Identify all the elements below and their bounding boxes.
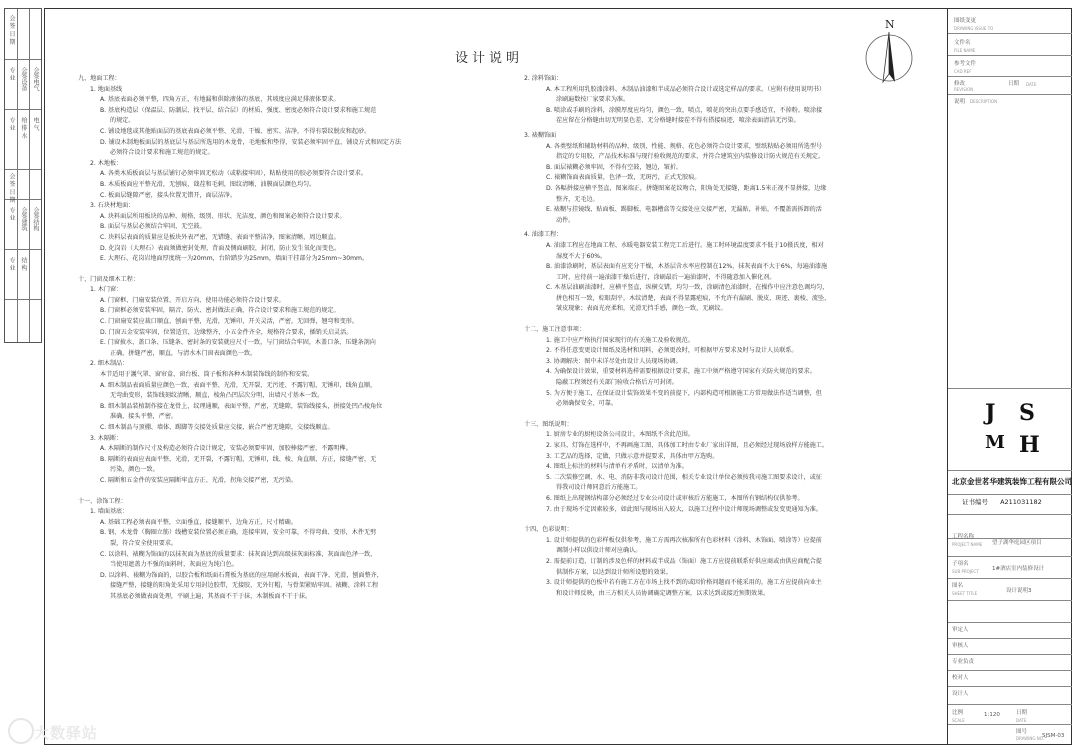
subproject-label: 子项名 — [952, 561, 969, 567]
project-label: 工程名称 — [952, 534, 975, 540]
note-line: 1. 设计师提供的色彩样板仅供参考，施工方需再次核准所有色彩材料（涂料、木饰面、喷涂等）应提前 — [546, 536, 822, 544]
compass-icon — [863, 22, 919, 86]
scale-label-en: SCALE — [952, 718, 965, 723]
note-line: E. 裱糊与挂镜线、贴面板、踢脚板、电器槽盒等交接处应交接严密，无漏贴，补贴，不覆盖需拆卸的活 — [546, 206, 822, 214]
tb-row-label-en: DRAWING ISSUE TO — [954, 26, 994, 31]
watermark-icon — [8, 718, 34, 744]
drawing-label: 图名 — [952, 583, 964, 589]
section-heading: 2. 涂料饰面： — [524, 75, 563, 82]
tb-row-label: 说明 — [954, 99, 966, 105]
note-line: B. 细木制品装植制作接在龙骨上，纹理通顺，表面平整，严密，无缝隙，装饰线接头，拼接处凹凸棱角位 — [100, 402, 383, 410]
note-line: 1. 施工中应严格执行国家现行的有关施工及验收规范。 — [546, 336, 694, 344]
note-line: A. 油漆工程应在地面工程、水暖电器安装工程完工后进行。施工时环境温度要求不低于10摄氏度，相对 — [546, 241, 824, 249]
logo-letter: H — [1019, 432, 1040, 458]
strip-label: 会 签 日 期 — [8, 15, 15, 45]
note-line: 指定的专用胶，产品技术标准与现行验收规范的要求，并符合建筑室内装修设计防火规范有关规定。 — [556, 153, 825, 161]
note-line: 1. 厨房专业的厨柜设备公司设计，本图纸不含此范围。 — [546, 431, 694, 439]
north-label: N — [885, 18, 895, 31]
strip-label: 专 业 — [8, 67, 15, 81]
note-line: 本节适用于護气罩、窗帘盒、窗台板、筒子板和各种木制装饰线的制作和安装。 — [100, 371, 314, 379]
section-heading: 十四、色彩说明： — [524, 526, 573, 534]
subproject-name: 1#酒店室内装修设计 — [992, 566, 1045, 572]
role-label: 设计人 — [952, 691, 969, 697]
note-line: 必须符合设计要求和施工规范的规定。 — [110, 149, 214, 157]
note-line: 5. 为方便于施工，在保证设计装饰效果不变的前提下，内部构造可根据施工方常用做法作适当调整，但 — [546, 389, 822, 397]
tb-row-label: 文件名 — [954, 40, 971, 46]
note-line: C. 裱糊饰面表面质量，色泽一致，无斑污，正式无胶痕。 — [546, 174, 701, 182]
note-line: 涂刷遍数按厂家要求为准。 — [556, 96, 630, 104]
note-line: 调制小样以供设计师对应确认。 — [556, 547, 642, 555]
notes-column-left — [78, 70, 401, 603]
note-line: 4. 图纸上标注的材料与清单有矛盾时，以清单为准。 — [546, 463, 688, 471]
drawing-label-en: SHEET TITLE — [952, 591, 978, 596]
note-line: A. 门窗框、门扇安装位置、开启方向、使用功能必须符合设计要求。 — [100, 296, 285, 304]
note-line: 1. 木门窗： — [90, 286, 123, 294]
tb-row-label-en: FILE NAME — [954, 48, 976, 53]
page-title: 设计说明 — [455, 51, 524, 66]
date-label-en: DATE — [1016, 718, 1027, 723]
drawing-no-label-en: DRAWING NO. — [1016, 736, 1044, 741]
note-line: E. 门窗披水、盖口条、压缝条、密封条的安装就应尺寸一致，与门窗结合牢固，木盖口条、压缝条剖向 — [100, 339, 376, 347]
drawing-no: SJSM-03 — [1042, 733, 1065, 739]
note-line: B. 面层裱糊必须牢固，不得有空鼓，翘边，皱折。 — [546, 163, 683, 171]
section-heading: 十三、图纸说明： — [524, 420, 573, 428]
note-line: 供制作方案，以达到设计师所设想的效果。 — [556, 568, 672, 576]
note-line — [524, 410, 830, 416]
strip-label: 给 排 水 — [20, 117, 27, 139]
strip-label: 会 签 日 期 — [8, 173, 15, 203]
note-line: 湿度不大于60%。 — [556, 252, 607, 260]
tb-row-label-en: DATE — [1026, 82, 1037, 87]
role-label: 审定人 — [952, 627, 969, 633]
note-line — [524, 315, 830, 321]
strip-label: 会签建筑 — [20, 207, 27, 231]
note-line: C. 隔断和五金件的安装应隔断牢直方正、光滑，拐角交接严密，无污染。 — [100, 476, 298, 484]
strip-label: 会签结构 — [32, 207, 39, 231]
certificate-number: A211031182 — [1000, 498, 1042, 506]
tb-row-label: 修改 — [954, 81, 966, 87]
note-line: 2. 不得任意变更设计图纸及选材和用料，必须更改时，可根据甲方要求及时与设计人员联系。 — [546, 347, 798, 355]
section-heading: 十、门窗及细木工程： — [78, 275, 139, 283]
tb-row-label: 参考文件 — [954, 61, 977, 67]
note-line: D. 以涂料、裱糊为饰面的，以胶合板和纸面石膏板为基底的应用耐水板面，表面干净、光滑，刨面整齐， — [100, 571, 383, 579]
section-heading: 九、地面工程： — [78, 75, 121, 82]
note-line: 得我司设计师同意后方能施工。 — [556, 484, 642, 492]
note-line: 2. 家具、灯饰在选样中，不再画施工图，具体加工时由专业厂家出详图，且必须经过现场放样方能施工。 — [546, 442, 828, 449]
note-line: 污染，颜色一致。 — [110, 466, 159, 474]
note-line: B. 隔断的表面应表面平整、光滑，无开裂，不露钉帽，无锤印，线、棱、角直顺、方正，接缝严密，无 — [100, 455, 377, 463]
tb-row-label: 日期 — [1008, 81, 1020, 87]
note-line: 正确，拼缝严密，顺直，与清水木门窗表面颜色一致。 — [110, 349, 257, 357]
note-line: 2. 木地板： — [90, 159, 123, 167]
note-line: 3. 石块材地面： — [90, 202, 135, 210]
note-line: C. 以涂料、裱糊为饰面的以抹灰面为基底的质量要求：抹灰面达到高级抹灰面标准，灰面面色泽一致， — [100, 550, 377, 558]
strip-label: 会签设备 — [20, 67, 27, 91]
strip-label: 电 气 — [32, 117, 39, 131]
note-line: 裂，符合安全使用要求。 — [110, 539, 178, 547]
note-line: 2. 需提前订造，订制的涉及色样的材料或半成品（饰面）施工方应提前联系好供应商或由供应商配合提 — [546, 557, 822, 565]
strip-label: 结 构 — [20, 257, 27, 271]
date-label: 日期 — [1016, 710, 1028, 716]
note-line: 接缝严整，接缝的阳角处采用专用封边胶带，无接胶，无外钉帽，与骨架紧贴牢固。裱糊、涂料工程 — [110, 582, 379, 590]
note-line: A. 本工程所用乳胶漆涂料、木制品油漆和半成品必须符合设计或选定样品的要求。（应附有使用说明书） — [546, 85, 826, 93]
note-line: 准确，接头平整，严密。 — [110, 413, 178, 421]
note-line: 3. 协调解决：图中未详尽处由设计人员现场协调。 — [546, 357, 682, 365]
note-line: 工时，应待前一遍油漆干燥后进行，涂刷最后一遍油漆时，不得随意加入催化剂。 — [556, 273, 776, 281]
note-line: D. 各幅拼接应横平竖直，图案端正，拼缝图案花纹吻合，阳角处无接缝，距离1.5米正视不显拼接，边缘 — [546, 184, 827, 192]
certificate-label: 证书编号 — [962, 498, 988, 506]
logo-letter: M — [985, 432, 1005, 453]
scale-label: 比例 — [952, 710, 964, 716]
north-arrow — [863, 18, 919, 86]
note-line — [78, 265, 401, 271]
project-label-en: PROJECT NAME — [952, 542, 983, 547]
note-line: 当使用遮盖力不强的面料时，灰面应为纯白色。 — [110, 561, 238, 569]
tb-row-label: 图纸变更 — [954, 18, 977, 24]
note-line: D. 化岗岩（大理石）表面须做密封处理，背面及侧面刷胶，封闭，防止发生氧化而变色。 — [100, 244, 341, 252]
scale-value: 1:120 — [984, 712, 1000, 718]
note-line: B. 基底构造层（保温层、防潮层、找平层、结合层）的材质、强度、密度必须符合设计要求和施工规范 — [100, 106, 377, 114]
title-block — [947, 8, 1072, 745]
section-heading: 十一、涂饰工程： — [78, 497, 127, 505]
note-line: 的规定。 — [110, 117, 135, 125]
note-line: 其基底必须做表面处理，平刷上遍，其基面不干于抹，木制板面不干于抹。 — [110, 592, 312, 600]
note-line: C. 木基层油刷油漆时，应横平竖直，纵横交错，均匀一致，涂刷清色油漆时，在操作中应注意色调均匀， — [546, 284, 829, 292]
company-name: 北京金世茗华建筑装饰工程有限公司 — [952, 477, 1072, 486]
logo-letter: J — [985, 400, 996, 426]
logo-letter: S — [1019, 400, 1035, 426]
certificate — [962, 497, 1042, 506]
note-line: 隐蔽工程须经有关部门验收合格后方可封闭。 — [556, 379, 678, 387]
note-line: 茬应留在分格缝由切无明显色差，无分格缝时接茬不得有搭接痕迹，喷涂表面清洁无污染。 — [556, 117, 800, 125]
note-line: 4. 为确保设计效果，重要材料选样需要根据设计要求，施工中须严格遵守国家有关防火规范的要求。 — [546, 368, 816, 376]
drawing-name: 设计说明3 — [1006, 588, 1032, 594]
note-line: 皱皮现象；表面光亮柔和，光滑无挡手感，颜色一致，无刷纹。 — [556, 305, 727, 313]
section-heading: 3. 裱糊饰面 — [524, 131, 557, 139]
note-line — [78, 487, 401, 493]
note-line: 3. 工艺品的选择，定做，只做示意并提要求，具体由甲方选购。 — [546, 452, 719, 460]
note-line: 2. 细木制品： — [90, 360, 129, 368]
note-line: A. 块料面层所用板块的品种、规格、级别、形状、光洁度、颜色和图案必须符合设计要求。 — [100, 212, 346, 220]
note-line: C. 铺设地毯或其他贴面层的基底表面必须平整、光滑、干燥、密实、洁净，不得有裂纹脱皮和起砂。 — [100, 127, 371, 135]
note-line: C. 板面层缝隙严密，接头位置无错开，面层洁净。 — [100, 191, 237, 199]
note-line: B. 喷涂或手刷的涂料，涂膜厚度应均匀，颜色一致，喷点，喷花的突出点要手感适宜，不掉粉。喷涂接 — [546, 106, 823, 114]
note-line — [524, 515, 830, 521]
company-logo — [985, 400, 1045, 462]
drawing-no-label: 图号 — [1016, 729, 1028, 735]
note-line: 必须确保安全、可靠。 — [556, 400, 617, 408]
note-line: B. 钢、木龙骨（胸圈立筋）线槽安装位置必须正确，连接牢固，安全可靠，不得弯曲、变形，木件无劈 — [100, 529, 377, 537]
note-line: 5. 二次装修空调、水、电、消防非我司设计范围，相关专业设计单位必须按我司施工图要求设计，或征 — [546, 473, 822, 481]
note-line: 1. 墙面基底： — [90, 508, 129, 516]
strip-label: 专 业 — [8, 207, 15, 221]
note-line: 无弯曲变形，装饰线刻纹清晰、顺直，棱角凸凹层次分明，出墙尺寸基本一致。 — [110, 392, 324, 400]
note-line: 3. 设计师提供的色板中若有施工方在市场上找不到的或因价格问题而不能采用的，施工方应提前向业主 — [546, 579, 822, 587]
note-line: A. 各类壁纸和辅助材料的品种、级别、性能、规格、花色必须符合设计要求，壁纸粘贴必须用所选型号 — [546, 142, 823, 150]
note-line: A. 细木制品表面质量应颜色一致，表面平整、光滑，无开裂、无污迹、不露钉帽，无锤印，线角直顺， — [100, 381, 377, 389]
tb-row-label-en: REVISION — [954, 87, 974, 92]
note-line: 7. 由于现场不定因素较多，如此图与现场出入较大，以施工过程中设计师现场调整或发变更通知为准。 — [546, 505, 822, 513]
strip-label: 专 业 — [8, 257, 15, 271]
note-line: A. 木隔断的制作尺寸及构造必须符合设计规定，安装必须要牢固，加胶棒接严密，不露明榫。 — [100, 445, 352, 453]
notes-column-right — [524, 70, 830, 599]
note-line: 1. 地面基线 — [90, 85, 123, 93]
section-heading: 十二、施工注意事项： — [524, 326, 585, 334]
note-line: B. 油漆涂刷时，基层表面有应充分干燥，木基层含水率应控制在12%，抹灰表面不大于6%，每遍油漆施 — [546, 263, 828, 271]
note-line: 整齐，无毛边。 — [556, 195, 599, 203]
section-heading: 4. 油漆工程： — [524, 231, 563, 239]
note-line: 和设计师反映，由三方相关人员协调确定调整方案，以求达到或接近预期效果。 — [556, 589, 770, 597]
note-line: B. 面层与基层必须结合牢固，无空鼓。 — [100, 223, 206, 231]
watermark: 大数驿站 — [34, 724, 99, 742]
note-line: C. 细木制品与顶棚、墙体、踢脚等交接处质量应交接，嵌合严密无缝隙，交接线顺直。 — [100, 424, 334, 431]
note-line: A. 基础工程必须表面平整，立面垂直，接缝顺平，边角方正，尺寸精确。 — [100, 518, 297, 526]
strip-label: 专 业 — [8, 117, 15, 131]
note-line: B. 木质板面应平整光滑，无刨痕，戗茬和毛刺，图纹清晰，油膜面层颜色均匀。 — [100, 180, 316, 188]
note-line: E. 大理石、花岗岩地面厚度统一为20mm，台阶踏步为25mm，墙面干挂部分为25mm~30mm。 — [100, 255, 369, 263]
signature-strip — [4, 8, 42, 343]
note-line: 拼色相互一致，棕眼刮平，木纹清楚，表面不得显露疤痕，不允许有漏刷、脱皮、斑迹、裹棱、流坠、 — [556, 294, 831, 302]
note-line: 3. 木隔断： — [90, 434, 123, 442]
note-line: A. 各类木质板面层与基层铺钉必须牢固无松动（或粘接牢固），粘贴使用的胶必须要符合设计要求。 — [100, 170, 367, 178]
note-line: D. 铺设木制地板面层的基底层与基层所选用的木龙骨，毛地板和垫得，安装必须牢固平直，铺设方式和固定方法 — [100, 138, 402, 146]
role-label: 校对人 — [952, 675, 969, 681]
note-line: C. 块料层表面的质量应是板块外表严密，无错缝、表面平整洁净，图案清晰，周边顺直。 — [100, 233, 340, 241]
note-line: 6. 图纸上出现钢结构部分必须经过专业公司设计或审核后方能施工，本图所有钢结构仅供参考。 — [546, 494, 804, 502]
note-line: D. 门窗五金安装牢固，位置适宜，边缘整齐，小五金件齐全，规格符合要求，插销关启灵活。 — [100, 328, 353, 336]
note-line: B. 门窗框必须安装牢固，隔音、防火、密封做法正确，符合设计要求和施工规范的规定。 — [100, 307, 340, 315]
subproject-label-en: SUB PROJECT — [952, 569, 979, 574]
note-line: C. 门窗扇安装应裁口顺直，刨面平整，光滑，无锤印，开关灵活，严密，无回弹，翘弯和变形。 — [100, 318, 358, 326]
role-label: 专业负责 — [952, 659, 975, 665]
role-label: 审核人 — [952, 643, 969, 649]
tb-row-label-en: DESCRIPTION — [970, 99, 998, 104]
note-line: 动件。 — [556, 216, 575, 224]
strip-label: 会签电气 — [32, 67, 39, 91]
project-name: 望子湖华庭园区项目 — [992, 540, 1042, 546]
note-line: A. 基底表面必须平整，四角方正，有地漏和供除液体的基底，其坡度应满足排液体要求。 — [100, 96, 340, 104]
tb-row-label-en: CAD REF — [954, 69, 972, 74]
